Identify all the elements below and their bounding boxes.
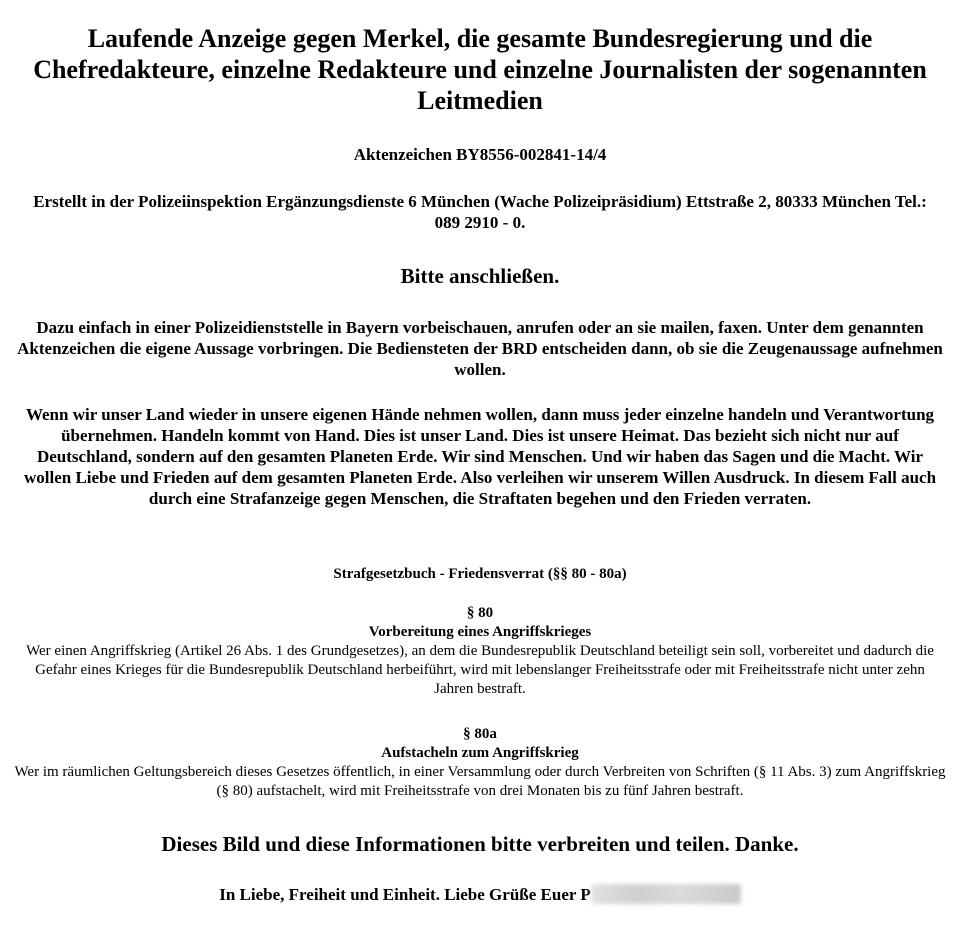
created-location: Erstellt in der Polizeiinspektion Ergänzungsdienste 6 München (Wache Polizeipräsidium) Ettstraße 2, 80333 München Tel.: 089 2910 - 0.	[33, 192, 927, 232]
signature-line	[18, 884, 942, 905]
reference-number: Aktenzeichen BY8556-002841-14/4	[353, 145, 607, 164]
section-80a	[0, 725, 960, 801]
document-title: Laufende Anzeige gegen Merkel, die gesamte Bundesregierung und die Chefredakteure, einzelne Redakteure und einzelne Journalisten der sogenannten Leitmedien	[33, 24, 927, 115]
section-80a-text: Wer im räumlichen Geltungsbereich dieses Gesetzes öffentlich, in einer Versammlung oder durch Verbreiten von Schriften (§ 11 Abs. 3) zum Angriffskrieg (§ 80) aufstachelt, wird mit Freiheitsstrafe von drei Monaten bis zu fünf Jahren bestraft.	[14, 764, 946, 799]
section-80a-number: § 80a	[463, 726, 497, 742]
section-80	[0, 604, 960, 699]
please-join-heading: Bitte anschließen.	[400, 264, 560, 288]
section-80-title: Vorbereitung eines Angriffskrieges	[368, 624, 592, 640]
instructions-paragraph: Dazu einfach in einer Polizeidienststelle in Bayern vorbeischauen, anrufen oder an sie mailen, faxen. Unter dem genannten Aktenzeichen die eigene Aussage vorbringen. Die Bediensteten der BRD entscheiden dann, ob sie die Zeugenaussage aufnehmen wollen.	[17, 318, 943, 379]
share-request: Dieses Bild und diese Informationen bitte verbreiten und teilen. Danke.	[161, 832, 799, 856]
redacted-name-blur	[591, 884, 741, 904]
section-80-number: § 80	[466, 605, 494, 621]
section-80a-title: Aufstacheln zum Angriffskrieg	[381, 745, 579, 761]
section-80-text: Wer einen Angriffskrieg (Artikel 26 Abs. 1 des Grundgesetzes), an dem die Bundesrepublik Deutschland beteiligt sein soll, vorbereitet und dadurch die Gefahr eines Krieges für die Bundesrepublik Deutschland herbeiführt, wird mit lebenslanger Freiheitsstrafe oder mit Freiheitsstrafe nicht unter zehn Jahren bestraft.	[26, 643, 934, 697]
signature-text: In Liebe, Freiheit und Einheit. Liebe Grüße Euer P	[219, 885, 591, 904]
stgb-heading: Strafgesetzbuch - Friedensverrat (§§ 80 - 80a)	[333, 566, 627, 582]
appeal-paragraph: Wenn wir unser Land wieder in unsere eigenen Hände nehmen wollen, dann muss jeder einzelne handeln und Verantwortung übernehmen. Handeln kommt von Hand. Dies ist unser Land. Dies ist unsere Heimat. Das bezieht sich nicht nur auf Deutschland, sondern auf den gesamten Planeten Erde. Wir sind Menschen. Und wir haben das Sagen und die Macht. Wir wollen Liebe und Frieden auf dem gesamten Planeten Erde. Also verleihen wir unserem Willen Ausdruck. In diesem Fall auch durch eine Strafanzeige gegen Menschen, die Straftaten begehen und den Frieden verraten.	[23, 405, 937, 508]
